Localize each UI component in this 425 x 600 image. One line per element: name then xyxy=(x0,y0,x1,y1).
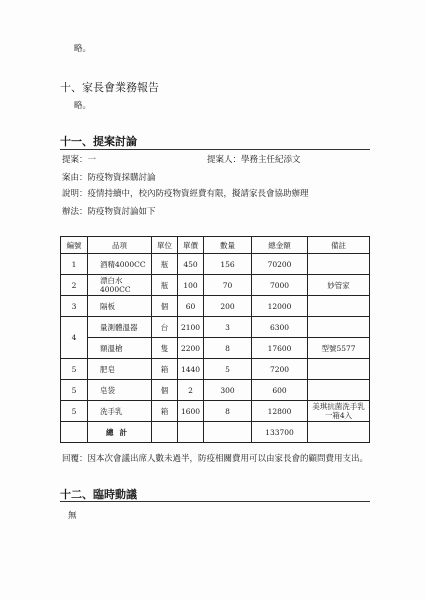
header-remarks: 備註 xyxy=(308,237,370,254)
section-12-body: 無 xyxy=(68,511,77,521)
cell-remarks: 美琪抗菌洗手乳一箱4入 xyxy=(308,401,370,422)
proposal-explanation: 說明：疫情持續中，校內防疫物資經費有限，擬請家長會協助辦理 xyxy=(62,189,309,199)
cell-number: 5 xyxy=(61,401,88,422)
cell-number: 5 xyxy=(61,359,88,380)
cell-remarks xyxy=(308,380,370,401)
cell-quantity: 3 xyxy=(204,317,252,338)
cell-total-amount: 70200 xyxy=(252,254,308,275)
top-note: 略。 xyxy=(74,44,92,54)
cell-unit: 瓶 xyxy=(152,275,178,296)
cell-remarks xyxy=(308,359,370,380)
cell-item: 量測體溫器 xyxy=(88,317,152,338)
cell-total-amount: 7200 xyxy=(252,359,308,380)
cell-quantity: 156 xyxy=(204,254,252,275)
section-12-title: 十二、臨時動議 xyxy=(60,488,137,501)
cell-blank xyxy=(152,422,178,443)
cell-total-amount: 17600 xyxy=(252,338,308,359)
table-row xyxy=(61,317,370,338)
cell-unit-price: 2200 xyxy=(178,338,204,359)
cell-number: 2 xyxy=(61,275,88,296)
proposal-number: 提案：一 xyxy=(62,155,97,165)
cell-total-amount: 7000 xyxy=(252,275,308,296)
header-number: 編號 xyxy=(61,237,88,254)
cell-number: 5 xyxy=(61,380,88,401)
cell-quantity: 8 xyxy=(204,401,252,422)
cell-item: 酒精4000CC xyxy=(88,254,152,275)
cell-remarks: 妙管家 xyxy=(308,275,370,296)
cell-item: 肥皂 xyxy=(88,359,152,380)
budget-table xyxy=(60,236,370,443)
cell-item: 隔板 xyxy=(88,296,152,317)
table-row xyxy=(61,254,370,275)
cell-blank xyxy=(178,422,204,443)
cell-item: 皂袋 xyxy=(88,380,152,401)
header-total-amount: 總金額 xyxy=(252,237,308,254)
cell-total-amount: 6300 xyxy=(252,317,308,338)
total-value: 133700 xyxy=(252,422,308,443)
table-row xyxy=(61,380,370,401)
proposal-subject: 案由：防疫物資採購討論 xyxy=(62,173,156,183)
cell-number: 4 xyxy=(61,317,88,359)
cell-blank xyxy=(61,422,88,443)
cell-unit: 台 xyxy=(152,317,178,338)
cell-remarks xyxy=(308,296,370,317)
cell-unit-price: 2100 xyxy=(178,317,204,338)
proposal-method: 辦法：防疫物資討論如下 xyxy=(62,207,156,217)
cell-remarks xyxy=(308,317,370,338)
cell-item: 額溫槍 xyxy=(88,338,152,359)
section-11-title: 十一、提案討論 xyxy=(60,135,137,148)
cell-item: 漂白水4000CC xyxy=(88,275,152,296)
section-11-rule xyxy=(60,149,370,150)
cell-unit-price: 450 xyxy=(178,254,204,275)
cell-unit-price: 60 xyxy=(178,296,204,317)
cell-unit: 隻 xyxy=(152,338,178,359)
table-row xyxy=(61,338,370,359)
cell-remarks: 型號5577 xyxy=(308,338,370,359)
section-12-rule xyxy=(60,501,370,502)
cell-unit: 瓶 xyxy=(152,254,178,275)
cell-remarks xyxy=(308,254,370,275)
header-item: 品項 xyxy=(88,237,152,254)
cell-number: 3 xyxy=(61,296,88,317)
reply-text: 回覆：因本次會議出席人數未過半，防疫相關費用可以由家長會的顧問費用支出。 xyxy=(62,454,369,464)
cell-unit-price: 100 xyxy=(178,275,204,296)
cell-unit: 個 xyxy=(152,296,178,317)
section-10-body: 略。 xyxy=(74,101,92,111)
cell-unit: 個 xyxy=(152,380,178,401)
header-unit: 單位 xyxy=(152,237,178,254)
cell-unit: 箱 xyxy=(152,359,178,380)
header-quantity: 數量 xyxy=(204,237,252,254)
cell-total-amount: 600 xyxy=(252,380,308,401)
table-row xyxy=(61,275,370,296)
cell-total-amount: 12800 xyxy=(252,401,308,422)
cell-item: 洗手乳 xyxy=(88,401,152,422)
cell-unit-price: 1600 xyxy=(178,401,204,422)
cell-quantity: 70 xyxy=(204,275,252,296)
cell-quantity: 200 xyxy=(204,296,252,317)
table-row xyxy=(61,359,370,380)
cell-total-amount: 12000 xyxy=(252,296,308,317)
table-row xyxy=(61,296,370,317)
cell-quantity: 8 xyxy=(204,338,252,359)
section-10-title: 十、家長會業務報告 xyxy=(60,81,159,94)
total-label: 總計 xyxy=(88,422,152,443)
cell-quantity: 5 xyxy=(204,359,252,380)
cell-unit-price: 2 xyxy=(178,380,204,401)
proposer: 提案人：學務主任紀添文 xyxy=(207,155,301,165)
table-total-row xyxy=(61,422,370,443)
cell-unit-price: 1440 xyxy=(178,359,204,380)
cell-unit: 箱 xyxy=(152,401,178,422)
table-header-row xyxy=(61,237,370,254)
cell-blank xyxy=(204,422,252,443)
table-row xyxy=(61,401,370,422)
cell-quantity: 300 xyxy=(204,380,252,401)
cell-number: 1 xyxy=(61,254,88,275)
cell-blank xyxy=(308,422,370,443)
header-unit-price: 單價 xyxy=(178,237,204,254)
